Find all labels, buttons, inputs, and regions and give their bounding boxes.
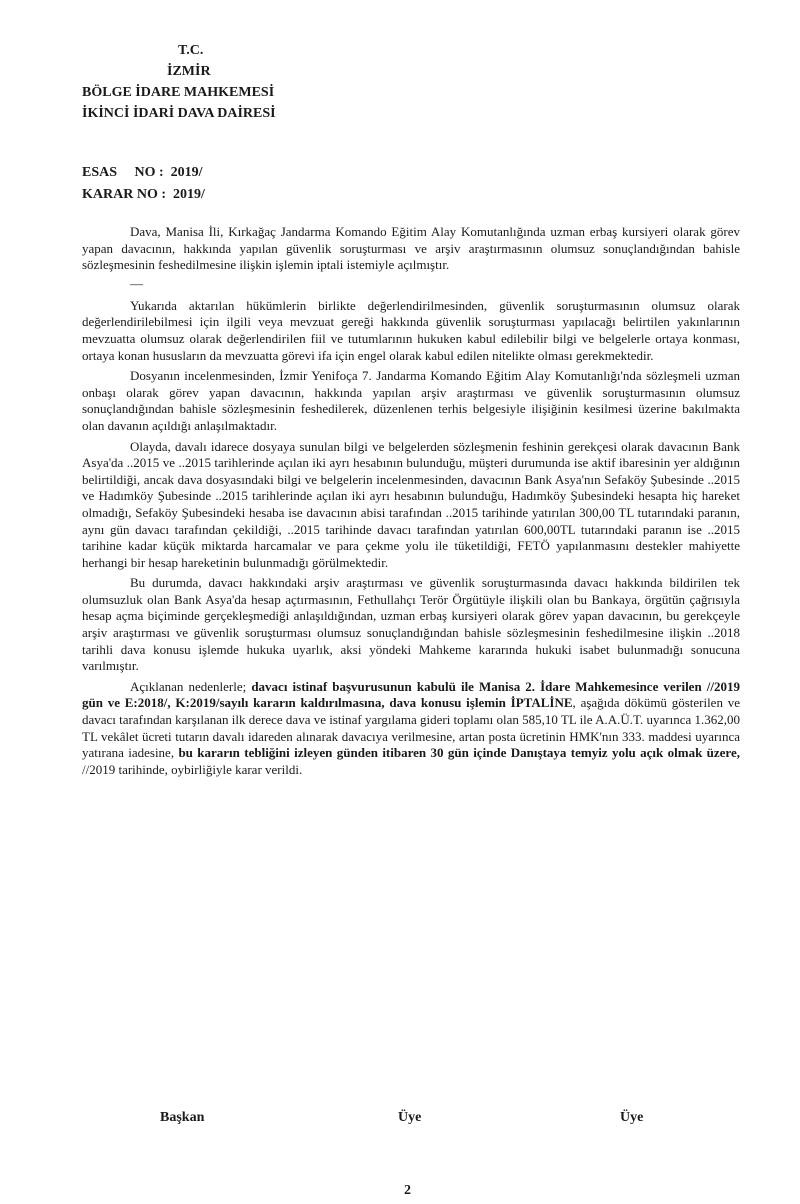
header-tc: T.C. — [178, 43, 204, 58]
paragraph-legal-evaluation: Yukarıda aktarılan hükümlerin birlikte değerlendirilmesinden, güvenlik soruşturmasının olumsuz olarak değerlendirilebilmesi için ilgili veya mevzuat gereği hakkında güvenlik soruşturması yapılacağı belirtilen yakınlarının mevzuatta olumsuz olarak değerlendirilen fiil ve tutumlarının hukuken kabul edilebilir bilgi ve belgelerle ortaya konması, ortaya konan hususların da mevzuatta görevi ifa için engel olarak kabul edilen nitelikte olması gerekmektedir. — [82, 297, 740, 363]
paragraph-bank-findings: Olayda, davalı idarece dosyaya sunulan bilgi ve belgelerden sözleşmenin feshinin gerekçesi olarak davacının Bank Asya'da ..2015 ve ..2015 tarihlerinde açılan iki ayrı hesabının bulunduğu, müşteri durumunda ise aktif ibaresinin yer aldığının belirtildiği, ancak dava dosyasındaki bilgi ve belgelerin incelenmesinden, davacının Bank Asya'nın Sefaköy Şubesinde ..2015 ve Hadımköy Şubesinde ..2015 tarihlerinde açılan iki ayrı hesabının bulunduğu, Hadımköy Şubesindeki hesapta hiç hareket olmadığı, Sefaköy Şubesindeki hesaba ise davacının abisi tarafından ..2015 tarihinde yatırılan 300,00 TL tutarındaki paranın, aynı gün davacı tarafından çekildiği, ..2015 tarihinde davacı tarafından yatırılan 600,00TL tutarındaki paranın ise ..2015 tarihine kadar küçük miktarda harcamalar ve para çekme yolu ile tüketildiği, FETÖ yapılanmasını destekler mahiyette herhangi bir hesap hareketinin bulunmadığı görülmektedir. — [82, 438, 740, 570]
paragraph-judgment — [82, 679, 740, 779]
karar-number: KARAR NO : 2019/ — [82, 187, 205, 202]
paragraph-case-summary: Dava, Manisa İli, Kırkağaç Jandarma Komando Eğitim Alay Komutanlığında uzman erbaş kursiyeri olarak görev yapan davacının, hakkında yapılan güvenlik soruşturması ve arşiv araştırmasının olumsuz sonuçlandığından bahisle sözleşmesinin feshedilmesine ilişkin işlemin iptali istemiyle açılmıştır. — [82, 224, 740, 273]
judgment-date: //2019 tarihinde, oybirliğiyle karar verildi. — [82, 761, 303, 777]
judgment-costs: , aşağıda dökümü gösterilen ve davacı tarafından karşılanan ilk derece dava ve istinaf yargılama gideri toplamı olan 585,10 TL ile A.A.Ü.T. uyarınca 1.362,00 TL vekâlet ücreti tutarın davalı idareden alınarak davacıya verilmesine, artan posta ücretinin HMK'nın 333. maddesi uyarınca yatırana iadesine, — [82, 695, 740, 761]
header-court: BÖLGE İDARE MAHKEMESİ — [82, 85, 275, 100]
esas-number: ESAS NO : 2019/ — [82, 165, 203, 180]
header-chamber: İKİNCİ İDARİ DAVA DAİRESİ — [82, 106, 276, 121]
court-header — [82, 40, 276, 124]
omission-dash: — — [130, 275, 143, 291]
signature-member-2: Üye — [620, 1110, 644, 1125]
judgment-appeal-notice: bu kararın tebliğini izleyen günden itibaren 30 gün içinde Danıştaya temyiz yolu açık olmak üzere, — [178, 745, 740, 761]
case-numbers — [82, 162, 205, 206]
judgment-intro: Açıklanan nedenlerle; — [130, 678, 252, 694]
signature-member-1: Üye — [398, 1110, 422, 1125]
paragraph-conclusion: Bu durumda, davacı hakkındaki arşiv araştırması ve güvenlik soruşturmasında davacı hakkında bildirilen tek olumsuzluk olan Bank Asya'da hesap açtırmasının, Fethullahçı Terör Örgütüyle ilişkili olan bu Bankaya, örgütün çağrısıyla hesap açma biçiminde gerçekleşmediği anlaşıldığından, uzman erbaş kursiyeri olarak görev yapan davacının, bu gerekçeyle arşiv araştırması ve güvenlik soruşturması olumsuz sonuçlandığından bahisle sözleşmesinin feshedilmesine ilişkin ..2018 tarihli dava konusu işlemde hukuka uyarlık, aksi yöndeki Mahkeme kararında hukuki isabet bulunmadığı sonucuna varılmıştır. — [82, 575, 740, 674]
signature-president: Başkan — [160, 1110, 205, 1125]
paragraph-file-review: Dosyanın incelenmesinden, İzmir Yenifoça 7. Jandarma Komando Eğitim Alay Komutanlığı'nda sözleşmeli uzman onbaşı olarak görev yapan davacının, hakkında yapılan arşiv araştırması ve güvenlik soruşturmasının olumsuz sonuçlandığından bahisle sözleşmesinin feshedilerek, düzenlenen terhis belgesiyle ilişiğinin kesilmesi üzerine bakılmakta olan davanın açıldığı anlaşılmaktadır. — [82, 368, 740, 433]
judgment-ruling: davacı istinaf başvurusunun kabulü ile Manisa 2. İdare Mahkemesince verilen //2019 gün ve E:2018/, K:2019/sayılı kararın kaldırılmasına, dava konusu işlemin İPTALİNE — [82, 678, 740, 711]
decision-body — [82, 224, 740, 782]
page-number: 2 — [404, 1183, 411, 1198]
header-city: İZMİR — [167, 64, 211, 79]
